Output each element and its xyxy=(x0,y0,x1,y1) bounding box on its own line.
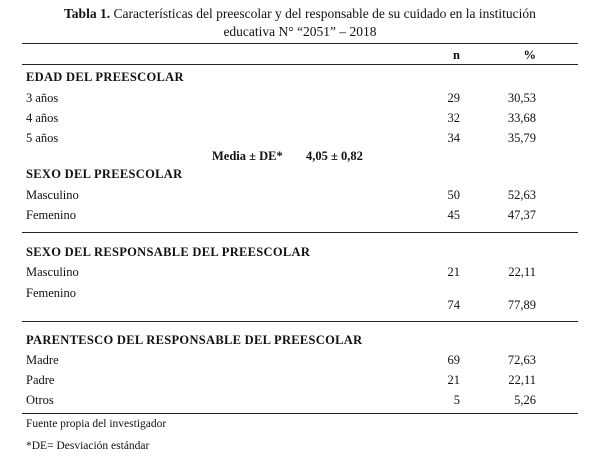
stat-value: 4,05 ± 0,82 xyxy=(306,149,363,163)
stat-label: Media ± DE* xyxy=(212,149,283,163)
row-label: Femenino xyxy=(26,208,76,222)
row-n: 69 xyxy=(447,353,460,367)
row-label: Padre xyxy=(26,373,55,387)
row-percent: 5,26 xyxy=(514,393,536,407)
row-percent: 35,79 xyxy=(507,131,536,145)
row-percent: 22,11 xyxy=(508,373,536,387)
table-title-text-line2: educativa N° “2051” – 2018 xyxy=(223,24,377,39)
row-label: 4 años xyxy=(26,111,59,125)
top-rule xyxy=(22,43,578,44)
row-n: 29 xyxy=(447,91,460,105)
table-title-label: Tabla 1. xyxy=(64,6,111,21)
row-percent: 33,68 xyxy=(507,111,536,125)
section-heading-sexo-responsable: SEXO DEL RESPONSABLE DEL PREESCOLAR xyxy=(26,245,311,259)
footnote-source: Fuente propia del investigador xyxy=(26,418,167,430)
row-label: Masculino xyxy=(26,265,79,279)
row-n: 21 xyxy=(447,373,460,387)
section-heading-edad: EDAD DEL PREESCOLAR xyxy=(26,70,184,84)
row-n: 50 xyxy=(447,188,460,202)
section-heading-sexo-preescolar: SEXO DEL PREESCOLAR xyxy=(26,167,183,181)
row-label: Femenino xyxy=(26,286,76,300)
section-rule xyxy=(22,321,578,322)
row-percent: 72,63 xyxy=(507,353,536,367)
row-label: Madre xyxy=(26,353,59,367)
row-percent: 52,63 xyxy=(507,188,536,202)
row-n: 34 xyxy=(447,131,460,145)
row-percent: 47,37 xyxy=(507,208,536,222)
footnote-abbreviation: *DE= Desviación estándar xyxy=(26,440,150,452)
row-n: 5 xyxy=(453,393,460,407)
row-label: Otros xyxy=(26,393,54,407)
row-label: 3 años xyxy=(26,91,59,105)
table-title xyxy=(0,6,600,22)
row-percent: 77,89 xyxy=(507,298,536,312)
row-n: 45 xyxy=(447,208,460,222)
row-n: 21 xyxy=(447,265,460,279)
section-heading-parentesco: PARENTESCO DEL RESPONSABLE DEL PREESCOLAR xyxy=(26,333,363,347)
row-label: Masculino xyxy=(26,188,79,202)
row-percent: 22,11 xyxy=(508,265,536,279)
table-title-text-line1: Características del preescolar y del responsable de su cuidado en la institución xyxy=(113,6,536,21)
column-header-n: n xyxy=(453,48,460,62)
row-percent: 30,53 xyxy=(507,91,536,105)
header-rule xyxy=(22,64,578,65)
bottom-rule xyxy=(22,413,578,414)
row-label: 5 años xyxy=(26,131,59,145)
row-n: 74 xyxy=(447,298,460,312)
column-header-percent: % xyxy=(523,48,536,62)
row-n: 32 xyxy=(447,111,460,125)
section-rule xyxy=(22,232,578,233)
